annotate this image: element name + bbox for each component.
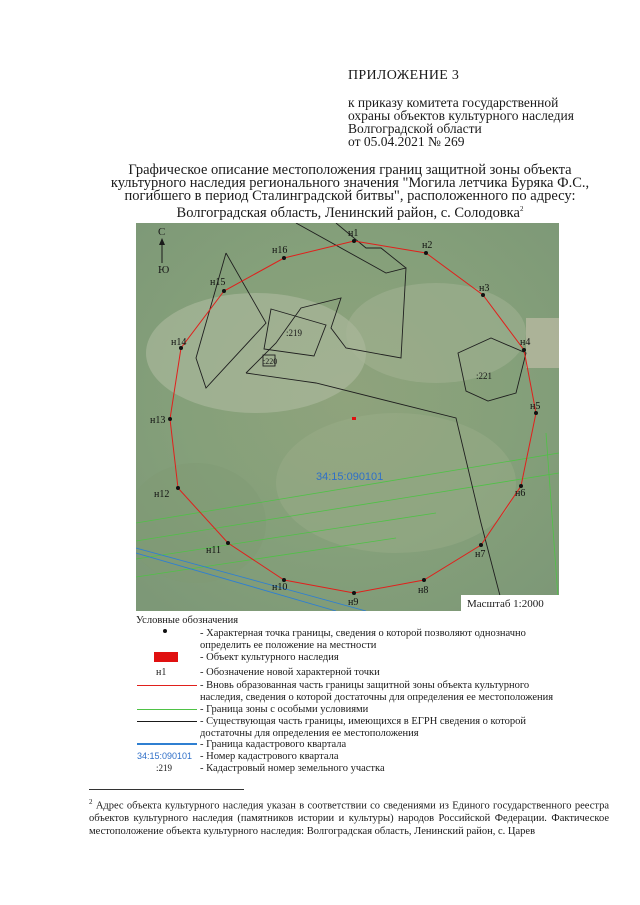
legend-text: - Характерная точка границы, сведения о которой позволяют однозначно определить ее положение на местности: [200, 628, 526, 651]
legend-text: - Кадастровый номер земельного участка: [200, 763, 385, 774]
heritage-symbol-icon: [154, 652, 178, 662]
terrain-patch: [146, 293, 366, 413]
legend-item-existing-boundary: [0, 716, 640, 740]
point-label: н14: [171, 337, 187, 348]
terrain-patch: [346, 283, 526, 383]
legend-text: - Номер кадастрового квартала: [200, 751, 339, 762]
point-symbol-icon: [163, 629, 167, 633]
point-label: н4: [520, 337, 531, 348]
parcel-number-symbol: :219: [156, 763, 173, 773]
boundary-point: [522, 348, 526, 352]
appendix-line: Волгоградской области: [348, 121, 482, 136]
point-label: н10: [272, 582, 288, 593]
boundary-point: [222, 289, 226, 293]
legend-text: - Существующая часть границы, имеющихся в ЕГРН сведения о которой достаточны для определения ее местоположения: [200, 716, 527, 739]
legend-item-parcel-number: [0, 763, 640, 775]
boundary-point: [168, 417, 172, 421]
legend-item-quarter-boundary: [0, 739, 640, 751]
appendix-title: ПРИЛОЖЕНИЕ 3: [348, 68, 460, 83]
point-label: н8: [418, 585, 429, 596]
boundary-point: [226, 541, 230, 545]
legend-item-quarter-number: [0, 751, 640, 763]
boundary-point: [422, 578, 426, 582]
point-label: н11: [206, 545, 221, 556]
point-label: н2: [422, 240, 433, 251]
heading-line: культурного наследия регионального значения "Могила летчика Буряка Ф.С.,: [110, 175, 590, 191]
point-label: н9: [348, 597, 359, 608]
point-label: н7: [475, 549, 486, 560]
blue-line-icon: [137, 743, 197, 745]
north-label: С: [158, 226, 166, 238]
boundary-point: [352, 591, 356, 595]
heading-line: Графическое описание местоположения границ защитной зоны объекта: [128, 162, 572, 178]
legend-text: - Граница зоны с особыми условиями: [200, 704, 369, 715]
footnote-mark: 2: [89, 798, 93, 806]
point-label: н16: [272, 245, 288, 256]
footnote-divider: [89, 789, 244, 790]
heritage-object-marker: [352, 417, 356, 420]
point-label: н13: [150, 415, 166, 426]
quarter-number-symbol: 34:15:090101: [137, 751, 193, 761]
boundary-point: [479, 543, 483, 547]
boundary-point: [352, 239, 356, 243]
heading-line-address: [70, 203, 630, 220]
legend-text: - Вновь образованная часть границы защитной зоны объекта культурного наследия, сведения о которой достаточны для определения ее местоположения: [200, 680, 554, 703]
legend-text: - Объект культурного наследия: [200, 652, 339, 663]
legend-item-point: [0, 628, 640, 652]
scale-label: Масштаб 1:2000: [467, 598, 544, 610]
parcel-label: :221: [476, 371, 493, 381]
appendix-line: охраны объектов культурного наследия: [348, 108, 574, 123]
legend-item-new-point: [0, 667, 640, 679]
legend-item-new-boundary: [0, 680, 640, 704]
parcel-label: :219: [286, 328, 303, 338]
cadastral-map[interactable]: [136, 223, 559, 611]
boundary-point: [282, 256, 286, 260]
boundary-point: [424, 251, 428, 255]
point-label: н5: [530, 401, 541, 412]
point-label: н6: [515, 488, 526, 499]
green-line-icon: [137, 709, 197, 710]
legend-text: - Обозначение новой характерной точки: [200, 667, 380, 678]
footnote-text: Адрес объекта культурного наследия указан в соответствии со сведениями из Единого государственного реестра объектов культурного наследия (памятников истории и культуры) народов Российской Федерации. Фактическое местоположение объекта культурного наследия: Волгоградская область, Ленинский район, с. Царев: [89, 800, 609, 837]
red-line-icon: [137, 685, 197, 686]
footnote-ref: 2: [519, 205, 524, 213]
legend-item-special-zone: [0, 704, 640, 716]
black-line-icon: [137, 721, 197, 722]
legend-caption: Условные обозначения: [136, 615, 239, 626]
point-label: н1: [348, 228, 359, 239]
parcel-label: :220: [263, 357, 278, 366]
map-canvas: [136, 223, 559, 611]
footnote: [89, 796, 609, 838]
point-label: н12: [154, 489, 170, 500]
building-patch: [526, 318, 559, 368]
quarter-label: 34:15:090101: [316, 471, 384, 483]
legend-text: - Граница кадастрового квартала: [200, 739, 347, 750]
new-point-symbol: н1: [156, 667, 167, 678]
south-label: Ю: [158, 264, 170, 276]
heading-line: погибшего в период Сталинградской битвы", расположенного по адресу:: [124, 188, 576, 204]
point-label: н3: [479, 283, 490, 294]
appendix-date: от 05.04.2021 № 269: [348, 134, 465, 149]
boundary-point: [176, 486, 180, 490]
address-text: Волгоградская область, Ленинский район, с. Солодовка: [176, 204, 520, 221]
appendix-line: к приказу комитета государственной: [348, 95, 559, 110]
legend-item-heritage: [0, 652, 640, 664]
point-label: н15: [210, 277, 226, 288]
